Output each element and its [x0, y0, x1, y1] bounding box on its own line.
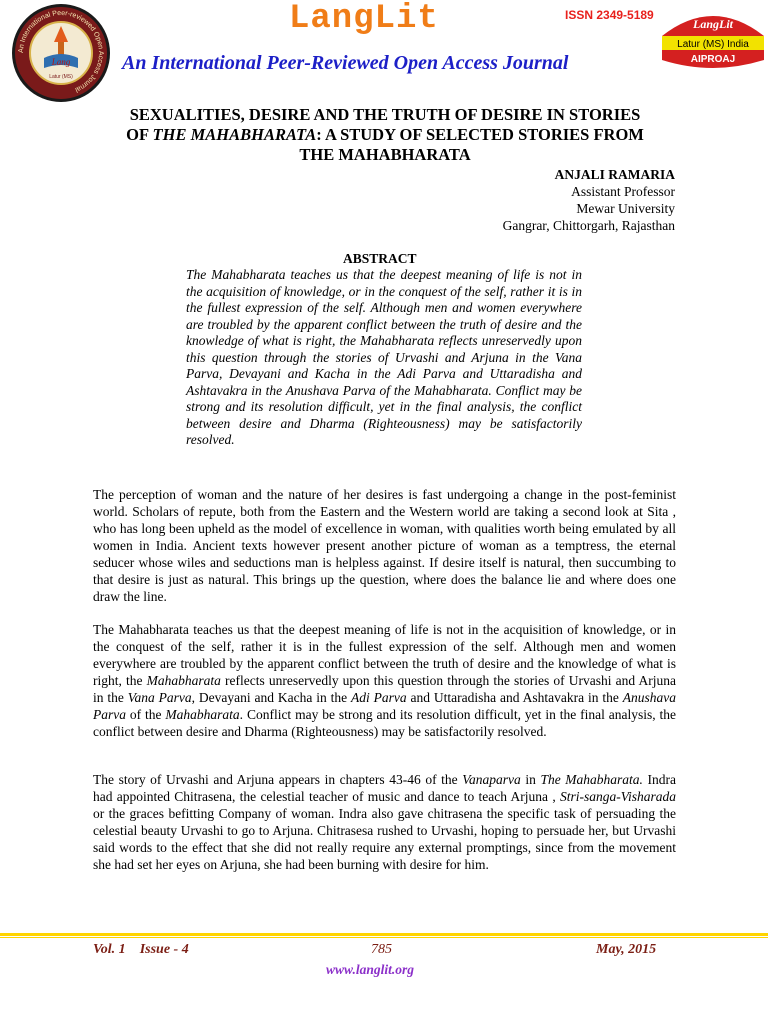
- badge-place: Latur (MS) India: [677, 39, 749, 50]
- footer-page-number: 785: [371, 942, 392, 957]
- article-title: [80, 105, 690, 165]
- journal-subtitle: An International Peer-Reviewed Open Access Journal: [122, 52, 569, 74]
- seal-bottom-text: Latur (MS): [49, 74, 73, 80]
- abstract-text: The Mahabharata teaches us that the deepest meaning of life is not in the acquisition of knowledge, or in the conquest of the self, rather it is in the fullest expression of the self. Although men and women everywhere are troubled by the apparent conflict between the truth of desire and the knowledge of what is right, the Mahabharata reflects unreservedly upon this question through the stories of Urvashi and Arjuna in the Vana Parva, Devayani and Kacha in the Adi Parva and Uttaradisha and Ashtavakra in the Anushava Parva of the Mahabharata. Conflict may be strong and its resolution difficult, yet in the final analysis, the conflict between desire and Dharma (Righteousness) may be satisfactorily resolved.: [186, 267, 582, 447]
- footer-rule-thin: [0, 937, 768, 938]
- title-line: OF THE MAHABHARATA: A STUDY OF SELECTED STORIES FROM: [126, 125, 644, 144]
- journal-seal-logo: [10, 2, 112, 104]
- author-location: Gangrar, Chittorgarh, Rajasthan: [502, 218, 675, 233]
- body-paragraph-1: The perception of woman and the nature of her desires is fast undergoing a change in the post-feminist world. Scholars of repute, both from the Eastern and the Western world are taking a second look at Sita , who has long been upheld as the model of excellence in woman, with qualities worth being emulated by all women in India. Ancient texts however present another picture of woman as a temptress, the eternal seducer whose wiles and seductions man is helpless against. If desire itself is natural, then succumbing to that desire is just as natural. This brings up the question, where does the balance lie and where does one draw the line.: [93, 487, 676, 604]
- footer-website-link[interactable]: www.langlit.org: [326, 962, 415, 977]
- author-university: Mewar University: [576, 201, 675, 216]
- author-block: [503, 166, 675, 234]
- abstract-heading: ABSTRACT: [343, 251, 417, 266]
- body-paragraph-3: The story of Urvashi and Arjuna appears in chapters 43-46 of the Vanaparva in The Mahabharata. Indra had appointed Chitrasena, the celestial teacher of music and dance to teach Arjuna , Stri-sanga-Visharada or the graces befitting Company of woman. Indra also gave chitrasena the specific task of persuading the celestial beauty Urvashi to go to Arjuna. Chitrasesa rushed to Urvashi, hoping to persuade her, but Urvashi said words to the effect that she did not really require any external promptings, since from the movement she had set her eyes on Arjuna, she had been burning with desire for him.: [93, 772, 676, 872]
- issn-number: ISSN 2349-5189: [565, 8, 654, 22]
- author-position: Assistant Professor: [571, 184, 675, 199]
- journal-name: LangLit: [289, 0, 439, 38]
- seal-ring-text: An International Peer-reviewed Open Access Journal: [17, 9, 105, 94]
- badge-brand: LangLit: [692, 17, 734, 31]
- footer-date: May, 2015: [596, 942, 657, 957]
- title-line: THE MAHABHARATA: [299, 145, 471, 164]
- footer-volume-issue: Vol. 1 Issue - 4: [93, 942, 189, 957]
- body-paragraph-2: The Mahabharata teaches us that the deepest meaning of life is not in the acquisition of knowledge, or in the conquest of the self, rather it is in the fullest expression of the self. Although men and women everywhere are troubled by the apparent conflict between the truth of desire and the knowledge of what is right, the Mahabharata reflects unreservedly upon this question through the stories of Urvashi and Arjuna in the Vana Parva, Devayani and Kacha in the Adi Parva and Uttaradisha and Ashtavakra in the Anushava Parva of the Mahabharata. Conflict may be strong and its resolution difficult, yet in the final analysis, the conflict between desire and Dharma (Righteousness) may be satisfactorily resolved.: [93, 622, 677, 739]
- title-line: SEXUALITIES, DESIRE AND THE TRUTH OF DESIRE IN STORIES: [129, 105, 641, 124]
- aiproaj-badge-logo: [658, 6, 768, 70]
- author-name: ANJALI RAMARIA: [554, 167, 675, 182]
- badge-org: AIPROAJ: [690, 54, 736, 65]
- seal-center-text: Lang: [51, 57, 71, 67]
- footer-rule: [0, 933, 768, 936]
